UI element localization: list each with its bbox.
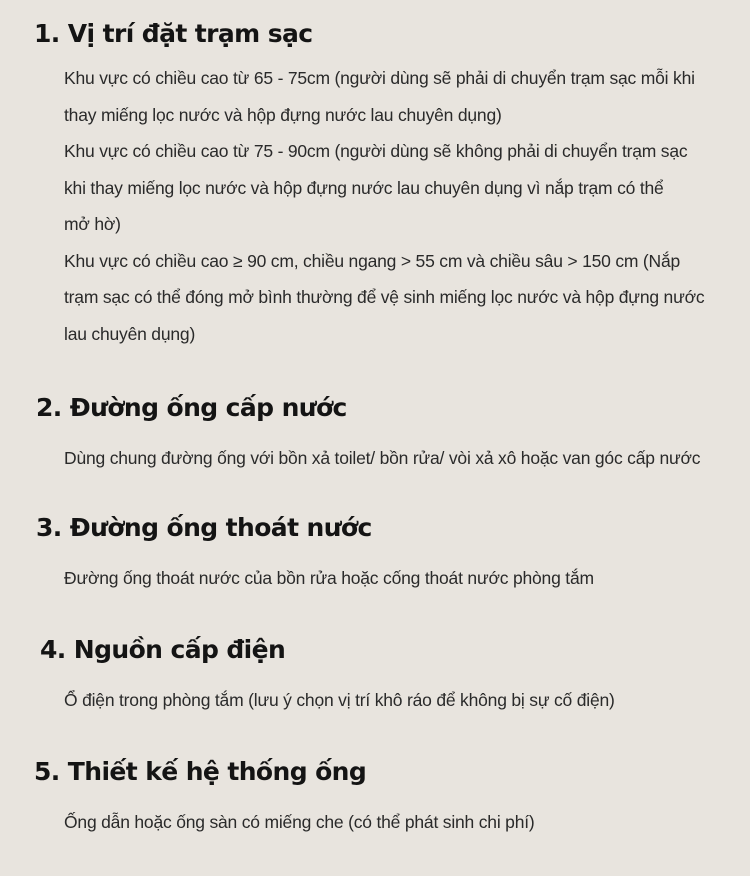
section-heading-power: 4. Nguồn cấp điện: [40, 635, 286, 664]
section-body-power: [64, 682, 724, 719]
section-body-water-supply: [64, 440, 724, 477]
body-line: Khu vực có chiều cao ≥ 90 cm, chiều ngang > 55 cm và chiều sâu > 150 cm (Nắp: [64, 250, 681, 271]
body-line: Khu vực có chiều cao từ 65 - 75cm (người dùng sẽ phải di chuyển trạm sạc mỗi khi: [64, 68, 695, 88]
section-body-pipe-design: [64, 804, 724, 841]
body-line: lau chuyên dụng): [64, 323, 196, 344]
section-heading-pipe-design: 5. Thiết kế hệ thống ống: [34, 757, 367, 786]
body-line: thay miếng lọc nước và hộp đựng nước lau chuyên dụng): [64, 104, 502, 125]
body-line: Dùng chung đường ống với bồn xả toilet/ bồn rửa/ vòi xả xô hoặc van góc cấp nước: [64, 448, 701, 468]
body-line: Đường ống thoát nước của bồn rửa hoặc cống thoát nước phòng tắm: [64, 568, 594, 588]
body-line: Ổ điện trong phòng tắm (lưu ý chọn vị trí khô ráo để không bị sự cố điện): [64, 690, 615, 710]
section-body-location: [64, 60, 724, 352]
body-line: khi thay miếng lọc nước và hộp đựng nước lau chuyên dụng vì nắp trạm có thể: [64, 177, 664, 198]
body-line: mở hờ): [64, 214, 121, 234]
section-body-drainage: [64, 560, 724, 597]
body-line: trạm sạc có thể đóng mở bình thường để vệ sinh miếng lọc nước và hộp đựng nước: [64, 287, 705, 307]
section-heading-drainage: 3. Đường ống thoát nước: [36, 513, 372, 542]
section-heading-water-supply: 2. Đường ống cấp nước: [36, 393, 347, 422]
body-line: Ống dẫn hoặc ống sàn có miếng che (có thể phát sinh chi phí): [64, 812, 535, 832]
section-heading-location: 1. Vị trí đặt trạm sạc: [34, 19, 313, 48]
body-line: Khu vực có chiều cao từ 75 - 90cm (người dùng sẽ không phải di chuyển trạm sạc: [64, 141, 688, 161]
